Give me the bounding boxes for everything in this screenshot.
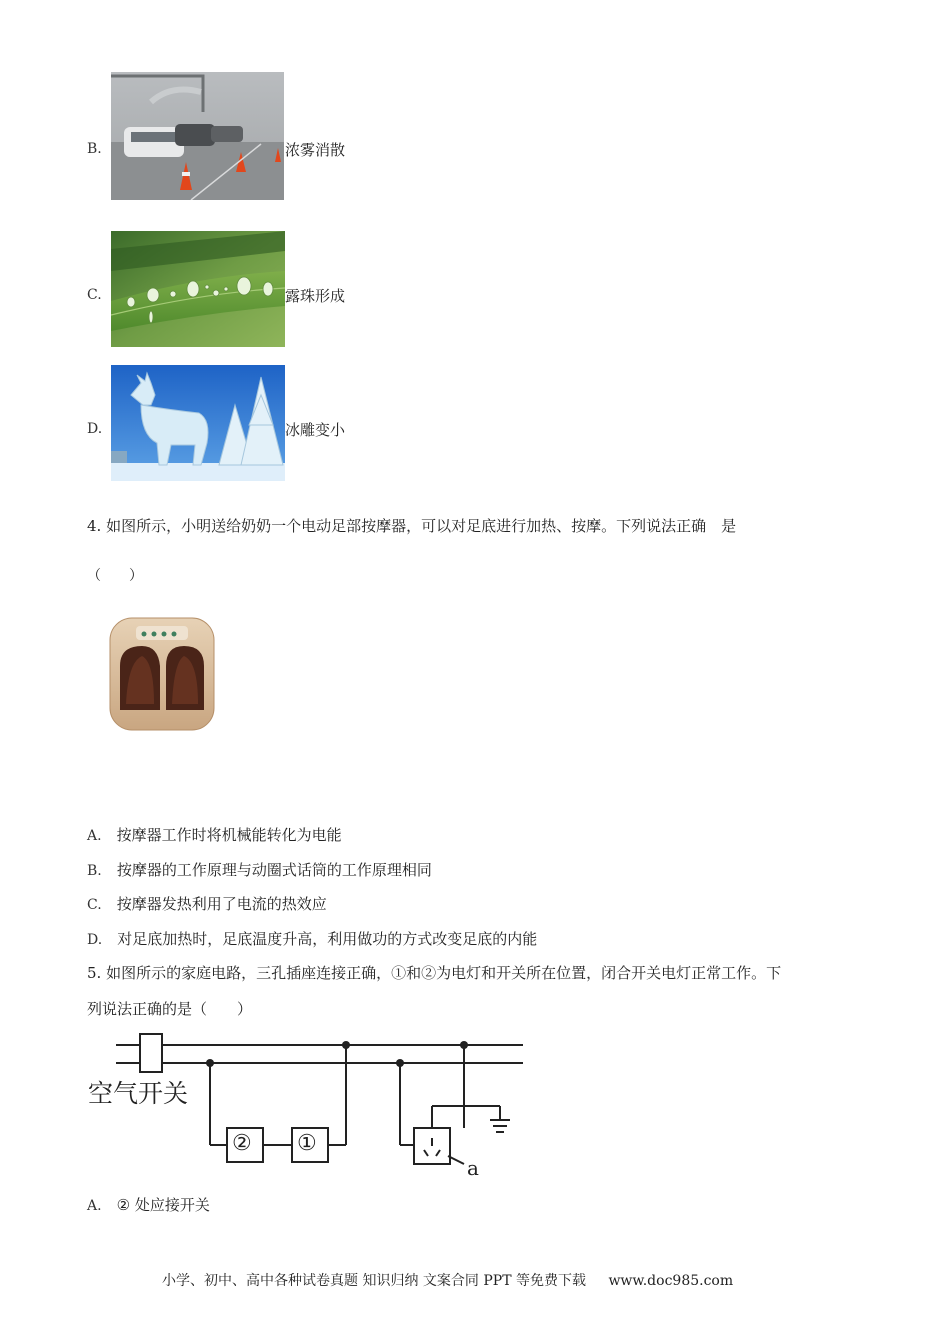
q4-answer-a [87, 824, 342, 845]
q4-stem: 4. 如图所示，小明送给奶奶一个电动足部按摩器，可以对足底进行加热、按摩。下列说法正确 是 [87, 517, 737, 535]
position-2-label: ② [232, 1131, 252, 1156]
q4-answer-c [87, 893, 327, 914]
footer-text: 小学、初中、高中各种试卷真题 知识归纳 文案合同 PPT 等免费下载 [162, 1273, 586, 1289]
q4-answer-c-letter: C. [87, 897, 102, 913]
q5-answer-a-text: ② 处应接开关 [116, 1196, 210, 1214]
option-c-text: 露珠形成 [285, 287, 346, 305]
q5-stem-line1: 5. 如图所示的家庭电路，三孔插座连接正确，①和②为电灯和开关所在位置，闭合开关电灯正常工作。下 [87, 964, 782, 982]
ice-sculpture-photo [111, 365, 285, 481]
option-b-letter: B. [87, 141, 102, 157]
q4-answer-d [87, 928, 537, 949]
q4-answer-b-letter: B. [87, 863, 102, 879]
option-c-letter: C. [87, 287, 102, 303]
dew-drops-photo [111, 231, 285, 347]
q5-answer-a-letter: A. [87, 1198, 102, 1214]
socket-a-label: a [467, 1156, 479, 1180]
foot-massager-photo [104, 612, 220, 736]
q4-answer-c-text: 按摩器发热利用了电流的热效应 [116, 895, 327, 913]
q4-answer-b-text: 按摩器的工作原理与动圈式话筒的工作原理相同 [116, 861, 432, 879]
q5-answer-a [87, 1194, 210, 1215]
footer-url[interactable]: www.doc985.com [608, 1273, 734, 1289]
q5-stem-line2: 列说法正确的是（ ） [87, 1000, 253, 1018]
position-1-label: ① [297, 1131, 317, 1156]
breaker-label: 空气开关 [88, 1079, 189, 1108]
q4-answer-a-letter: A. [87, 828, 102, 844]
q4-answer-b [87, 859, 432, 880]
footer [162, 1270, 733, 1290]
q4-answer-a-text: 按摩器工作时将机械能转化为电能 [116, 826, 342, 844]
option-b-text: 浓雾消散 [285, 141, 346, 159]
option-d-letter: D. [87, 421, 103, 437]
option-d-text: 冰雕变小 [285, 421, 346, 439]
household-circuit-diagram [86, 1030, 536, 1190]
fog-highway-photo [111, 72, 284, 200]
q4-bracket: （ ） [87, 568, 143, 584]
q4-answer-d-letter: D. [87, 932, 103, 948]
q4-answer-d-text: 对足底加热时，足底温度升高，利用做功的方式改变足底的内能 [117, 930, 538, 948]
